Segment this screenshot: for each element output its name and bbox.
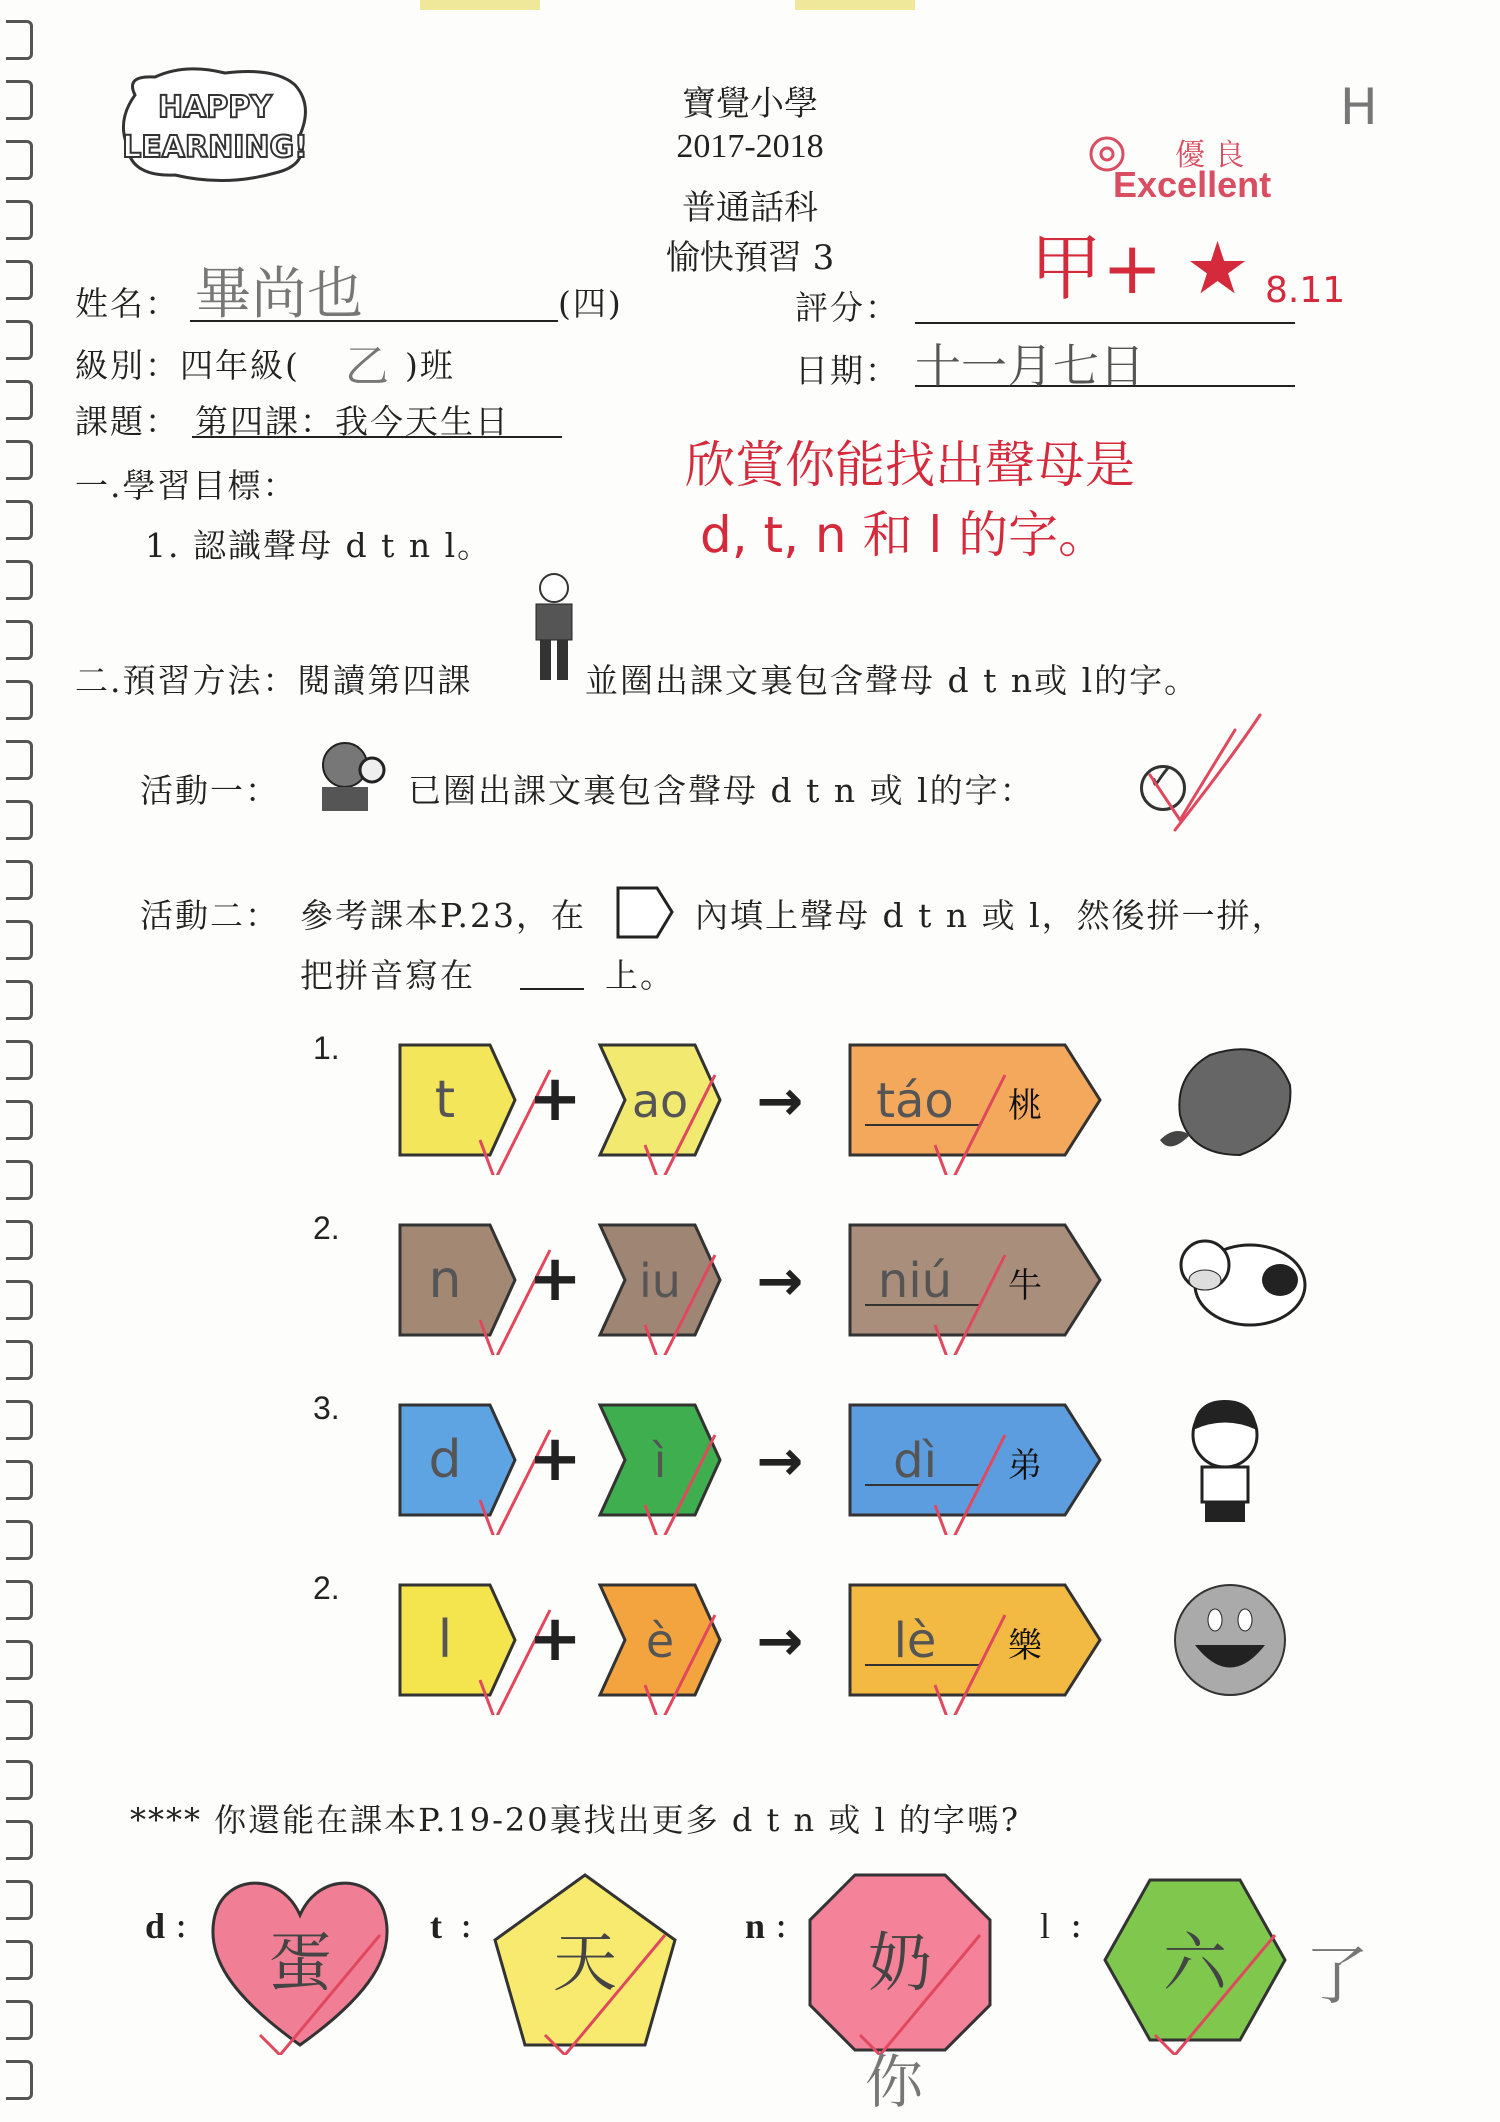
section2-title: 二.預習方法：閱讀第四課: [75, 661, 473, 700]
plus-icon: +: [528, 1242, 582, 1316]
score-date: 8.11: [1265, 270, 1346, 311]
school-year: 2017-2018: [676, 128, 824, 165]
teacher-comment-line1: 欣賞你能找出聲母是: [685, 436, 1135, 494]
extra-letter: l: [1040, 1906, 1051, 1946]
activity1-label: 活動一：: [140, 771, 280, 810]
colon-separator: :: [1070, 1905, 1083, 1946]
arrow-right-icon: →: [756, 1429, 804, 1494]
pinyin-answer: táo: [876, 1073, 954, 1129]
arrow-right-icon: →: [756, 1609, 804, 1674]
colon-separator: :: [175, 1905, 188, 1946]
extra-letter: d: [145, 1906, 166, 1946]
date-value: 十一月七日: [915, 339, 1145, 393]
exercise-number: 2.: [313, 1210, 340, 1246]
hanzi-character: 桃: [1008, 1086, 1042, 1126]
score-label: 評分：: [795, 288, 900, 327]
corner-mark: H: [1340, 78, 1378, 136]
extra-after-l: 了: [1305, 1940, 1369, 2014]
exercise-number: 3.: [313, 1390, 340, 1426]
topic-value: 第四課：我今天生日: [195, 402, 510, 441]
activity1-text: 已圈出課文裏包含聲母 d t n 或 l的字：: [408, 771, 1035, 810]
initial-answer: n: [428, 1250, 462, 1310]
pinyin-answer: dì: [893, 1433, 937, 1489]
pinyin-answer: niú: [877, 1253, 953, 1309]
svg-text:HAPPY: HAPPY: [157, 90, 273, 125]
school-name: 寶覺小學: [682, 84, 818, 124]
topic-label: 課題：: [75, 402, 180, 441]
activity2-text-b: 內填上聲母 d t n 或 l，然後拼一拼，: [695, 896, 1287, 935]
class-number: (四): [558, 284, 623, 323]
teacher-comment-line2: d, t, n 和 l 的字。: [700, 506, 1109, 564]
plus-icon: +: [528, 1422, 582, 1496]
activity2-label: 活動二：: [140, 896, 280, 935]
stamp-chinese: 優 良: [1175, 138, 1245, 173]
check-mark: [1175, 715, 1260, 830]
name-value: 畢尚也: [195, 262, 363, 327]
activity2-text-c: 把拼音寫在: [300, 956, 475, 995]
plus-icon: +: [528, 1062, 582, 1136]
extra-answer-char: 六: [1163, 1927, 1227, 2001]
grade-value: 乙: [345, 341, 389, 392]
exercise-number: 1.: [313, 1030, 340, 1066]
grade-suffix: )班: [405, 346, 455, 385]
initial-answer: d: [428, 1430, 462, 1490]
arrow-right-icon: →: [756, 1249, 804, 1314]
activity2-text-d: 上。: [605, 956, 675, 995]
name-label: 姓名：: [75, 284, 180, 323]
extra-letter: n: [745, 1906, 766, 1946]
svg-text:LEARNING!: LEARNING!: [122, 130, 308, 165]
exercise-number: 2.: [313, 1570, 340, 1606]
hanzi-character: 弟: [1008, 1446, 1042, 1486]
grade-label: 級別：四年級(: [75, 346, 300, 385]
subject-title: 普通話科: [682, 188, 818, 228]
pinyin-answer: lè: [893, 1613, 937, 1669]
final-text: ao: [631, 1074, 689, 1128]
extra-answer-char: 天: [553, 1927, 617, 2001]
section1-item: 1. 認識聲母 d t n l。: [145, 526, 493, 565]
final-text: ì: [653, 1434, 667, 1488]
section1-title: 一.學習目標：: [75, 466, 298, 505]
worksheet-title: 愉快預習 3: [665, 238, 835, 278]
extra-answer-char: 蛋: [268, 1927, 332, 2001]
arrow-right-icon: →: [756, 1069, 804, 1134]
activity1-check-icon: ✓: [1147, 758, 1176, 798]
extra-below-n: 你: [865, 2048, 924, 2116]
final-text: è: [645, 1614, 675, 1668]
extra-answer-char: 奶: [868, 1927, 932, 2001]
extra-letter: t: [430, 1906, 442, 1946]
stamp-english: Excellent: [1113, 164, 1272, 205]
hanzi-character: 牛: [1008, 1266, 1042, 1306]
score-value: 甲+ ★: [1030, 226, 1250, 310]
hanzi-character: 樂: [1008, 1626, 1042, 1666]
colon-separator: :: [775, 1905, 788, 1946]
activity2-text-a: 參考課本P.23，在: [300, 896, 586, 935]
initial-answer: t: [434, 1070, 456, 1130]
final-text: iu: [639, 1254, 681, 1308]
colon-separator: :: [460, 1905, 473, 1946]
initial-answer: l: [437, 1610, 453, 1670]
date-label: 日期：: [795, 351, 900, 390]
plus-icon: +: [528, 1602, 582, 1676]
section2-title-rest: 並圈出課文裏包含聲母 d t n或 l的字。: [585, 661, 1200, 700]
extra-prompt: **** 你還能在課本P.19-20裏找出更多 d t n 或 l 的字嗎?: [130, 1801, 1021, 1839]
